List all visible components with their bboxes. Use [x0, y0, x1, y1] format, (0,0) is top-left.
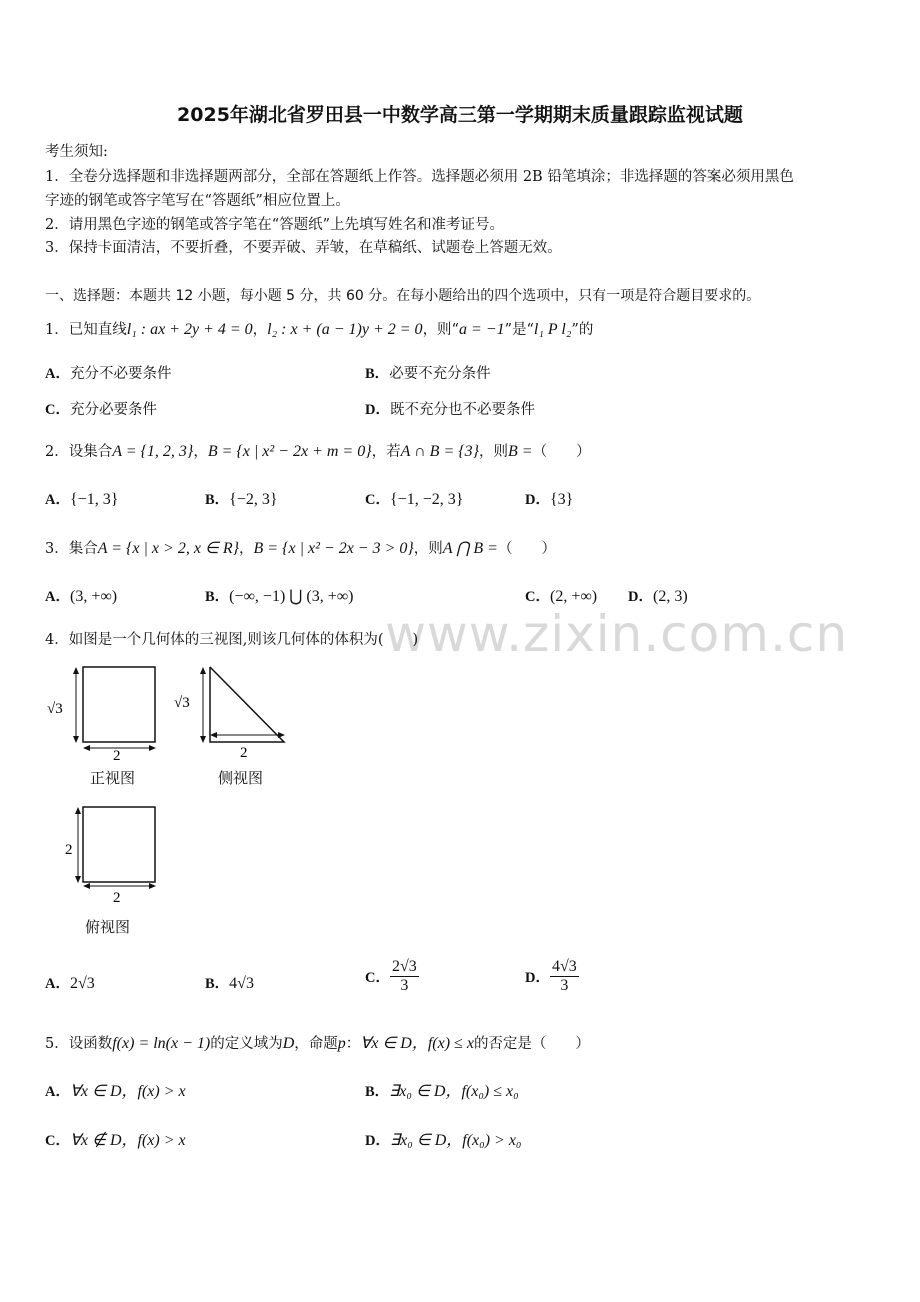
option-letter: D．: [525, 492, 550, 508]
top-view-caption: 俯视图: [85, 918, 131, 936]
q3-paren: （ ）: [497, 541, 556, 557]
q1-text-c: ”是“: [504, 322, 534, 338]
q1-relation: l₁ P l₂: [533, 321, 572, 338]
q2-option-a[interactable]: [45, 488, 118, 509]
option-text: {−1, 3}: [69, 491, 119, 508]
option-letter: D．: [365, 402, 390, 418]
front-width-label: 2: [113, 748, 121, 762]
question-5: [45, 1030, 590, 1053]
q5-text-c: ，命题: [294, 1036, 338, 1052]
q4-option-d[interactable]: [525, 958, 579, 995]
notice-item-1-cont: 字迹的钢笔或答字笔写在“答题纸”相应位置上。: [45, 193, 350, 209]
option-letter: D．: [525, 970, 550, 986]
top-width-label: 2: [113, 890, 121, 906]
question-number: 4．: [45, 632, 69, 648]
q3-sep: ，: [239, 541, 254, 557]
side-view-caption: 侧视图: [218, 769, 264, 787]
q4-option-a[interactable]: [45, 972, 95, 993]
option-text: ∃x₀ ∈ D，f(x₀) ≤ x₀: [389, 1083, 519, 1100]
q4-text: 如图是一个几何体的三视图,则该几何体的体积为( ): [68, 632, 419, 648]
option-letter: C．: [365, 970, 390, 986]
q5-option-c[interactable]: [45, 1127, 186, 1150]
front-height-label: √3: [47, 701, 63, 717]
option-text: (−∞, −1) ⋃ (3, +∞): [229, 588, 354, 605]
option-letter: B．: [205, 589, 230, 605]
q2-text-a: 设集合: [68, 444, 113, 460]
option-text: 2√3: [69, 975, 95, 992]
q5-function: f(x) = ln(x − 1): [112, 1035, 211, 1052]
option-text: (2, 3): [652, 588, 688, 605]
option-letter: B．: [205, 492, 230, 508]
option-text: (2, +∞): [549, 588, 598, 605]
option-letter: B．: [205, 976, 230, 992]
q5-text-a: 设函数: [68, 1036, 113, 1052]
question-3: [45, 537, 556, 558]
q3-set-a: A = {x | x > 2, x ∈ R}: [97, 540, 240, 557]
fraction: [550, 958, 579, 995]
option-letter: D．: [365, 1133, 390, 1149]
q4-option-b[interactable]: [205, 972, 254, 993]
option-letter: A．: [45, 976, 70, 992]
option-text: (3, +∞): [69, 588, 118, 605]
notice-item-2: 2．请用黑色字迹的钢笔或答字笔在“答题纸”上先填写姓名和准考证号。: [45, 217, 505, 233]
q2-text-c: ，则: [479, 444, 509, 460]
option-letter: B．: [365, 1084, 390, 1100]
section-heading: 一、选择题：本题共 12 小题，每小题 5 分，共 60 分。在每小题给出的四个选项中，只有一项是符合题目要求的。: [45, 288, 761, 304]
option-letter: A．: [45, 366, 70, 382]
option-letter: C．: [365, 492, 390, 508]
q5-text-b: 的定义域为: [210, 1036, 283, 1052]
question-number: 3．: [45, 541, 69, 557]
q2-option-d[interactable]: [525, 488, 573, 509]
option-text: {−1, −2, 3}: [389, 491, 464, 508]
fraction-denominator: 3: [400, 977, 409, 994]
option-text: 充分不必要条件: [69, 366, 172, 382]
side-height-label: √3: [174, 695, 190, 711]
q2-sep: ，: [193, 444, 208, 460]
q1-condition: a = −1: [458, 321, 505, 338]
front-view-caption: 正视图: [90, 769, 136, 787]
q3-text-a: 集合: [68, 541, 98, 557]
q1-text-a: 已知直线: [68, 322, 127, 338]
q2-text-b: ，若: [371, 444, 401, 460]
option-letter: C．: [45, 1133, 70, 1149]
option-letter: D．: [628, 589, 653, 605]
q1-option-a[interactable]: [45, 362, 171, 383]
q2-set-a: A = {1, 2, 3}: [112, 443, 194, 460]
question-4: [45, 628, 418, 649]
top-height-label: 2: [65, 842, 73, 858]
q1-option-c[interactable]: [45, 398, 157, 419]
q5-domain: D: [282, 1035, 295, 1052]
q1-line-l2: l₂ : x + (a − 1)y + 2 = 0: [267, 321, 423, 338]
q2-paren: （ ）: [532, 444, 591, 460]
q1-option-d[interactable]: [365, 398, 535, 419]
option-letter: C．: [45, 402, 70, 418]
option-letter: C．: [525, 589, 550, 605]
front-view-diagram: [45, 662, 165, 762]
q1-line-l1: l₁ : ax + 2y + 4 = 0: [126, 321, 253, 338]
option-text: 既不充分也不必要条件: [389, 402, 535, 418]
question-1: [45, 318, 593, 339]
option-text: 充分必要条件: [69, 402, 157, 418]
q4-option-c[interactable]: [365, 958, 419, 995]
fraction-numerator: 2√3: [391, 958, 417, 975]
question-number: 1．: [45, 322, 69, 338]
notice-heading: 考生须知:: [45, 144, 108, 160]
fraction-numerator: 4√3: [551, 958, 577, 975]
fraction: [390, 958, 419, 995]
q5-option-b[interactable]: [365, 1078, 519, 1101]
question-2: [45, 440, 591, 461]
option-letter: B．: [365, 366, 390, 382]
watermark: www.zixin.com.cn: [385, 605, 849, 663]
q2-set-b: B = {x | x² − 2x + m = 0}: [207, 443, 372, 460]
q3-option-c[interactable]: [525, 585, 597, 606]
question-number: 5．: [45, 1036, 69, 1052]
q5-proposition: ∀x ∈ D，f(x) ≤ x: [360, 1035, 474, 1052]
option-letter: A．: [45, 492, 70, 508]
question-number: 2．: [45, 444, 69, 460]
option-letter: A．: [45, 589, 70, 605]
option-text: ∀x ∈ D，f(x) > x: [69, 1083, 186, 1100]
q3-ask: A ⋂ B =: [442, 540, 498, 557]
q2-ask: B =: [508, 443, 533, 460]
option-letter: A．: [45, 1084, 70, 1100]
option-text: ∀x ∉ D，f(x) > x: [69, 1132, 186, 1149]
notice-item-1: 1．全卷分选择题和非选择题两部分，全部在答题纸上作答。选择题必须用 2B 铅笔填涂；非选择题的答案必须用黑色: [45, 169, 794, 185]
option-text: {−2, 3}: [229, 491, 278, 508]
q5-text-d: 的否定是（ ）: [473, 1036, 590, 1052]
q1-text-b: ，则“: [422, 322, 459, 338]
top-view-diagram: [45, 802, 165, 907]
page-title: 2025年湖北省罗田县一中数学高三第一学期期末质量跟踪监视试题: [177, 104, 743, 126]
q3-text-b: ，则: [413, 541, 443, 557]
q1-text-d: ”的: [571, 322, 594, 338]
side-width-label: 2: [240, 745, 248, 761]
q2-option-b[interactable]: [205, 488, 278, 509]
q5-option-a[interactable]: [45, 1078, 186, 1101]
option-text: ∃x₀ ∈ D，f(x₀) > x₀: [389, 1132, 522, 1149]
q2-option-c[interactable]: [365, 488, 463, 509]
q5-option-d[interactable]: [365, 1127, 521, 1150]
option-text: 4√3: [229, 975, 254, 992]
option-text: {3}: [549, 491, 574, 508]
q3-option-d[interactable]: [628, 585, 688, 606]
q2-intersection: A ∩ B = {3}: [400, 443, 480, 460]
fraction-denominator: 3: [560, 977, 569, 994]
notice-item-3: 3．保持卡面清洁，不要折叠，不要弄破、弄皱，在草稿纸、试题卷上答题无效。: [45, 240, 562, 256]
q3-option-a[interactable]: [45, 585, 117, 606]
q3-option-b[interactable]: [205, 585, 354, 606]
q5-colon: ：: [345, 1036, 361, 1052]
option-text: 必要不充分条件: [389, 366, 491, 382]
side-view-diagram: [172, 662, 292, 762]
q5-proposition-name: p: [337, 1035, 346, 1052]
q1-sep: ，: [252, 322, 268, 338]
q1-option-b[interactable]: [365, 362, 491, 383]
q3-set-b: B = {x | x² − 2x − 3 > 0}: [253, 540, 414, 557]
